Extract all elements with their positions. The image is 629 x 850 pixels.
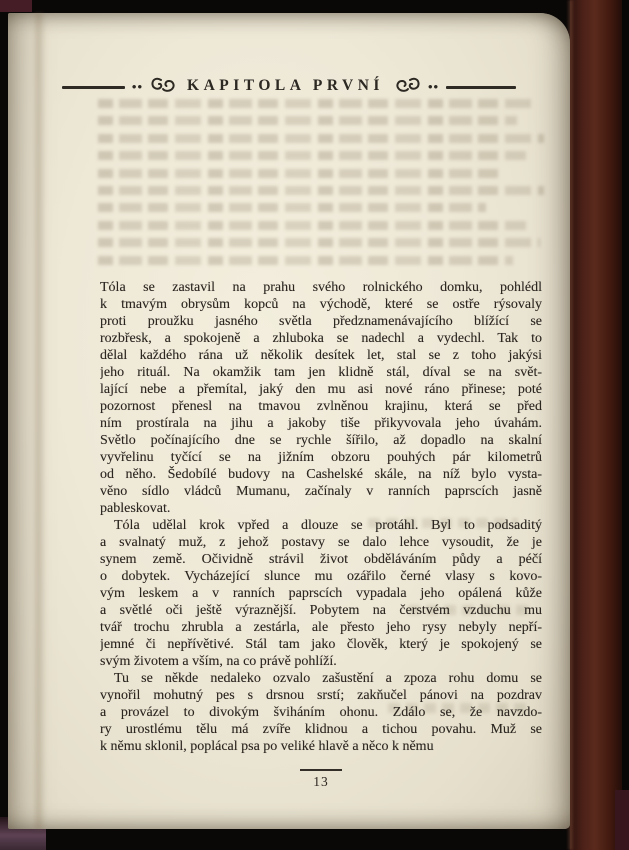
text-line: pozornost přenesl na tmavou zvlněnou krajinu, která se před (100, 399, 542, 414)
text-line: věno sídlo vládců Mumanu, začínaly v ranních paprscích jasně (100, 484, 542, 499)
paragraph (100, 279, 542, 517)
text-line: ry urostlému tělu má zvíře klidnou a tichou povahu. Muž se (100, 722, 542, 737)
text-line: dělal každého rána už několik desítek let, stal se z toho jakýsi (100, 348, 542, 363)
chapter-title: KAPITOLA PRVNÍ (187, 77, 384, 94)
text-line: o dobytek. Vycházející slunce mu ozářilo černé vlasy s kovo- (100, 569, 542, 584)
chapter-header (8, 73, 570, 101)
bleed-through-line (98, 221, 526, 230)
text-line: od něho. Šedobílé budovy na Cashelské skále, na níž bylo vysta- (100, 467, 542, 482)
text-line: Tóla se zastavil na prahu svého rolnického domku, pohlédl (100, 280, 542, 295)
book-cover-corner-top-left (0, 0, 32, 12)
text-line: k němu sklonil, poplácal psa po veliké hlavě a něco k němu (100, 739, 434, 754)
text-line: k tmavým obrysům kopců na východě, které se ostře rýsovaly (100, 297, 542, 312)
text-line: ním prostírala na jihu a jakoby tiše přikyvovala jeho úvahám. (100, 416, 542, 431)
text-line: proti proužku jasného světla předznamenávajícího blížící se (100, 314, 542, 329)
header-rule-right (446, 86, 516, 89)
text-line: a provázel to divokým šviháním ohonu. Zdálo se, že navzdo- (100, 705, 542, 720)
bleed-through-line (98, 203, 486, 212)
bleed-through-line (98, 186, 544, 195)
header-rule-left (62, 86, 125, 89)
bleed-through-line (98, 116, 517, 125)
text-line: vým leskem a v ranních paprscích vypadala jeho opálená kůže (100, 586, 542, 601)
bleed-through-line (98, 151, 526, 160)
text-line: synem země. Očividně strávil život obděláváním půdy a péčí (100, 552, 542, 567)
bleed-through-line (98, 134, 544, 143)
text-line: vyvřelinu tyčící se na jižním obzoru pouhých pár kilometrů (100, 450, 542, 465)
bleed-through-line (98, 256, 513, 265)
text-line: Světlo počínajícího dne se rychle šířilo, až dopadlo na skalní (100, 433, 542, 448)
text-line: rozbřesk, a spokojeně a zhluboka se nadechl a vydechl. Tak to (100, 331, 542, 346)
text-line: Tu se někde nedaleko ozvalo zašustění a zpoza rohu domu se (114, 671, 542, 686)
ornament-dots-left: •• (131, 78, 144, 94)
text-line: tvář trochu zhrubla a zestárla, ale přesto jeho rysy nebyly nepří- (100, 620, 542, 635)
body-text (100, 279, 542, 755)
bleed-through-line (98, 238, 540, 247)
text-line: lající nebe a přemítal, jaký den mu asi nové ráno přinese; poté (100, 382, 542, 397)
text-line: pableskovat. (100, 501, 171, 516)
book-cover-corner-bottom-right (615, 790, 629, 850)
text-line: jemné či nepřívětivé. Stál tam jako člověk, který je spokojený se (100, 637, 542, 652)
page-footer (100, 769, 542, 790)
text-line: svým životem a vším, na co právě pohlíží. (100, 654, 337, 669)
footer-rule (300, 769, 342, 771)
text-line: a světlé oči ještě výraznější. Pobytem na čerstvém vzduchu mu (100, 603, 542, 618)
text-line: jeho rituál. Na okamžik tam jen klidně stál, díval se na svět- (100, 365, 542, 380)
fleuron-left-icon (150, 77, 176, 98)
fleuron-right-icon (395, 77, 421, 98)
bleed-through-text (98, 99, 544, 273)
book-page (8, 13, 570, 829)
page-number: 13 (313, 774, 329, 789)
text-line: a svalnatý muž, z jehož postavy se dalo lehce vysoudit, že je (100, 535, 542, 550)
paragraph (100, 517, 542, 670)
bleed-through-line (98, 169, 504, 178)
book-cover-edge-right (570, 0, 622, 850)
text-line: vynořil mohutný pes s drsnou srstí; zakňučel pánovi na pozdrav (100, 688, 542, 703)
ornament-dots-right: •• (427, 78, 440, 94)
text-line: Tóla udělal krok vpřed a dlouze se protáhl. Byl to podsaditý (114, 518, 542, 533)
paragraph (100, 670, 542, 755)
page-gutter-crease (32, 13, 46, 829)
